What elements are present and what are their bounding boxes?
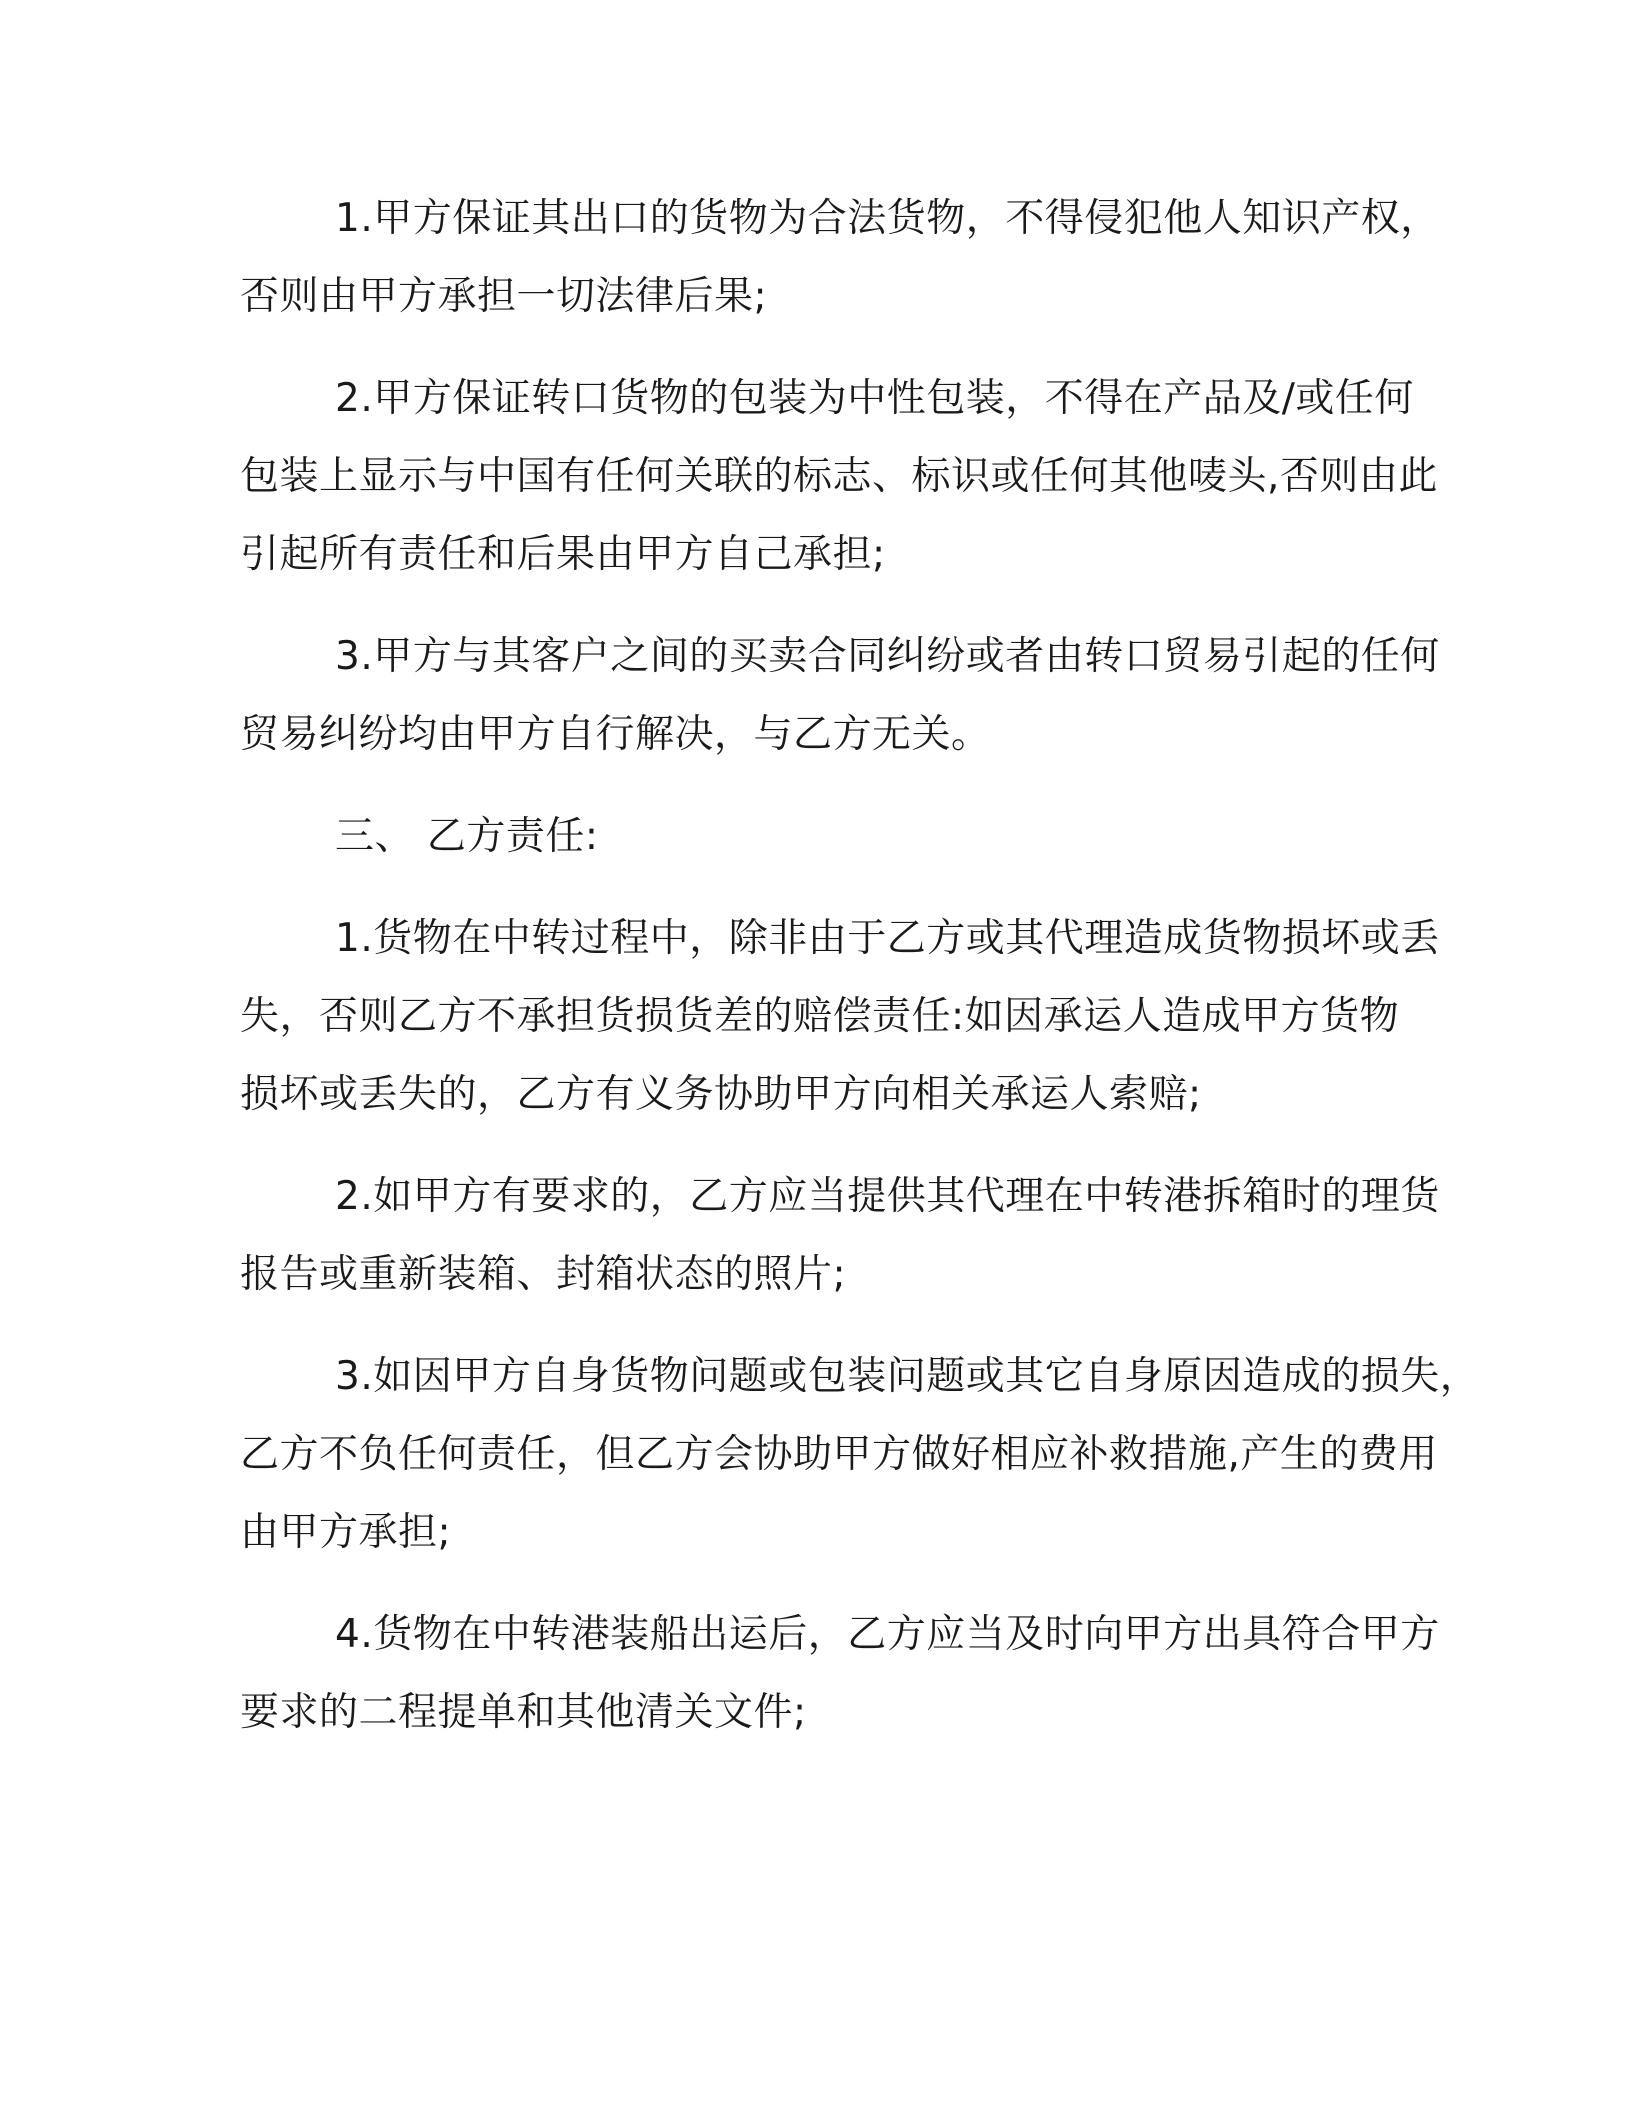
paragraph-1 — [240, 180, 1440, 336]
paragraph-line: 2.甲方保证转口货物的包装为中性包装，不得在产品及/或任何 — [335, 376, 1414, 421]
paragraph-5 — [240, 900, 1440, 1134]
paragraph-line: 2.如甲方有要求的，乙方应当提供其代理在中转港拆箱时的理货 — [335, 1174, 1440, 1219]
paragraph-line: 损坏或丢失的，乙方有义务协助甲方向相关承运人索赔; — [240, 1072, 1202, 1117]
paragraph-line: 包装上显示与中国有任何关联的标志、标识或任何其他唛头,否则由此 — [240, 454, 1438, 499]
paragraph-2 — [240, 360, 1438, 594]
paragraph-line: 3.如因甲方自身货物问题或包装问题或其它自身原因造成的损失， — [335, 1354, 1480, 1399]
paragraph-line: 1.货物在中转过程中，除非由于乙方或其代理造成货物损坏或丢 — [335, 916, 1440, 961]
paragraph-line: 引起所有责任和后果由甲方自己承担; — [240, 532, 886, 577]
paragraph-line: 否则由甲方承担一切法律后果; — [240, 274, 768, 319]
paragraph-8 — [240, 1596, 1440, 1752]
paragraph-line: 要求的二程提单和其他清关文件; — [240, 1690, 807, 1735]
paragraph-7 — [240, 1338, 1480, 1572]
paragraph-line: 贸易纠纷均由甲方自行解决，与乙方无关。 — [240, 712, 991, 757]
paragraph-line: 乙方不负任何责任，但乙方会协助甲方做好相应补救措施,产生的费用 — [240, 1432, 1438, 1477]
paragraph-line: 报告或重新装箱、封箱状态的照片; — [240, 1252, 847, 1297]
paragraph-3 — [240, 618, 1440, 774]
paragraph-line: 失，否则乙方不承担货损货差的赔偿责任:如因承运人造成甲方货物 — [240, 994, 1400, 1039]
paragraph-line: 3.甲方与其客户之间的买卖合同纠纷或者由转口贸易引起的任何 — [335, 634, 1440, 679]
paragraph-line: 由甲方承担; — [240, 1510, 452, 1555]
paragraph-line: 4.货物在中转港装船出运后，乙方应当及时向甲方出具符合甲方 — [335, 1612, 1440, 1657]
paragraph-6 — [240, 1158, 1440, 1314]
paragraph-line: 1.甲方保证其出口的货物为合法货物，不得侵犯他人知识产权， — [335, 196, 1440, 241]
section-heading-3 — [240, 798, 1400, 876]
section-heading-line: 三、 乙方责任: — [335, 814, 599, 859]
